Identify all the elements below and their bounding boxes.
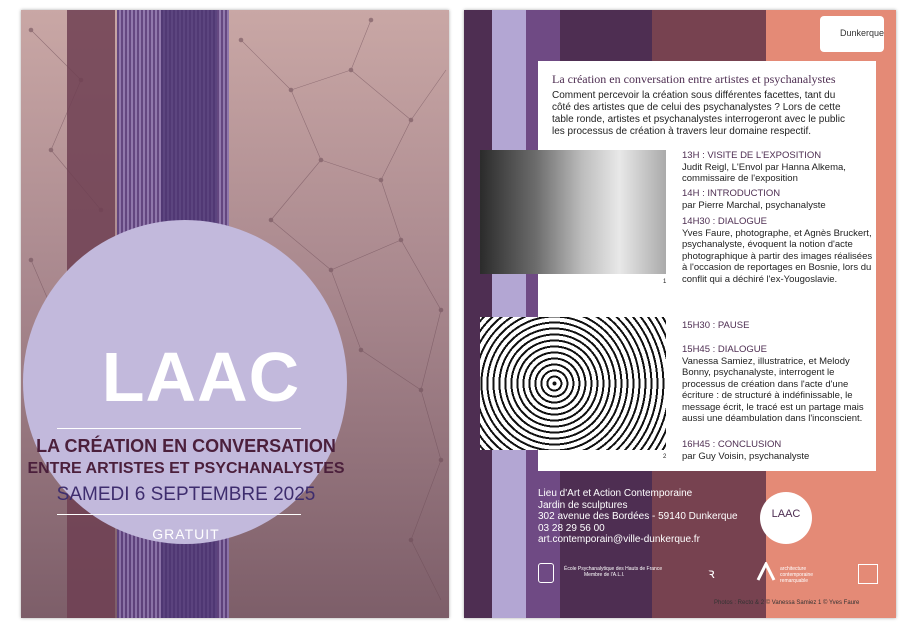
lavender-band xyxy=(492,10,526,618)
epf-logo: École Psychanalytique des Hauts de France Membre de l'A.L.I. xyxy=(564,566,663,578)
front-page xyxy=(21,10,449,618)
photo-credits: Photos : Recto & 2 © Vanessa Samiez 1 © Yves Faure xyxy=(714,600,860,606)
schedule-heading: 16H45 : CONCLUSION xyxy=(682,439,782,450)
divider-bottom xyxy=(57,514,301,515)
schedule-text: Vanessa Samiez, illustratrice, et Melody Bonny, psychanalyste, interrogent le processus de création dans l'acte d'une écriture : de structuré à indéfinissable, le message écrit, le tracé est un partage mais aussi une déambulation dans l'inconscient. xyxy=(682,355,864,424)
dunkerque-logo-text: Dunkerque xyxy=(840,28,885,38)
photo-ruined-building xyxy=(480,150,666,274)
schedule-heading: 13H : VISITE DE L'EXPOSITION xyxy=(682,150,822,161)
venue-name: Lieu d'Art et Action Contemporaine xyxy=(538,488,693,499)
laac-round-logo-text: LAAC xyxy=(771,508,801,520)
architecture-logo-icon xyxy=(756,562,776,582)
schedule-heading: 15H30 : PAUSE xyxy=(682,320,750,331)
event-date: SAMEDI 6 SEPTEMBRE 2025 xyxy=(56,484,316,505)
schedule-item xyxy=(682,188,878,211)
subtitle-line-1: LA CRÉATION EN CONVERSATION xyxy=(36,436,336,456)
price-label: GRATUIT xyxy=(152,526,220,542)
photo-number-1: 1 xyxy=(663,279,667,285)
venue-garden: Jardin de sculptures xyxy=(538,499,628,511)
subtitle-line-2: ENTRE ARTISTES ET PSYCHANALYSTES xyxy=(27,460,345,477)
schedule-text: Judit Reigl, L'Envol par Hanna Alkema, commissaire de l'exposition xyxy=(682,161,846,184)
program-title: La création en conversation entre artistes et psychanalystes xyxy=(552,72,836,86)
schedule-item xyxy=(682,439,878,462)
crest-icon xyxy=(538,563,554,583)
back-page xyxy=(464,10,896,618)
schedule-heading: 14H : INTRODUCTION xyxy=(682,188,781,199)
schedule-item xyxy=(682,216,878,285)
swirl-logo-icon: ꝛ xyxy=(708,565,715,581)
schedule-text: Yves Faure, photographe, et Agnès Bruckert, psychanalyste, évoquent la notion d'acte photographique à partir des images réalisées à l'occasion de reportages en Bosnie, lors du conflit qui a déchiré l'ex-Yougoslavie. xyxy=(682,227,873,285)
program-intro: Comment percevoir la création sous différentes facettes, tant du côté des artistes que de celui des psychanalystes ? Lors de cette table ronde, artistes et psychanalystes interrogeront avec le public les processus de création à travers leur domaine respectif. xyxy=(552,90,845,137)
schedule-text: par Pierre Marchal, psychanalyste xyxy=(682,199,826,211)
schedule-item xyxy=(682,320,878,332)
venue-email: art.contemporain@ville-dunkerque.fr xyxy=(538,534,700,545)
photo-number-2: 2 xyxy=(663,454,667,460)
schedule-text: par Guy Voisin, psychanalyste xyxy=(682,450,810,462)
schedule-heading: 15H45 : DIALOGUE xyxy=(682,344,768,355)
schedule-heading: 14H30 : DIALOGUE xyxy=(682,216,768,227)
venue-address xyxy=(538,488,738,546)
venue-street: 302 avenue des Bordées - 59140 Dunkerque xyxy=(538,511,738,522)
laac-title: LAAC xyxy=(101,338,301,416)
architecture-logo-text: architecture contemporaine remarquable xyxy=(780,566,814,584)
square-logo-icon xyxy=(858,564,878,584)
illustration-ink-drawing xyxy=(480,317,666,450)
schedule-item xyxy=(682,150,878,185)
venue-phone: 03 28 29 56 00 xyxy=(538,522,605,534)
divider-top xyxy=(57,428,301,429)
schedule-item xyxy=(682,344,878,425)
